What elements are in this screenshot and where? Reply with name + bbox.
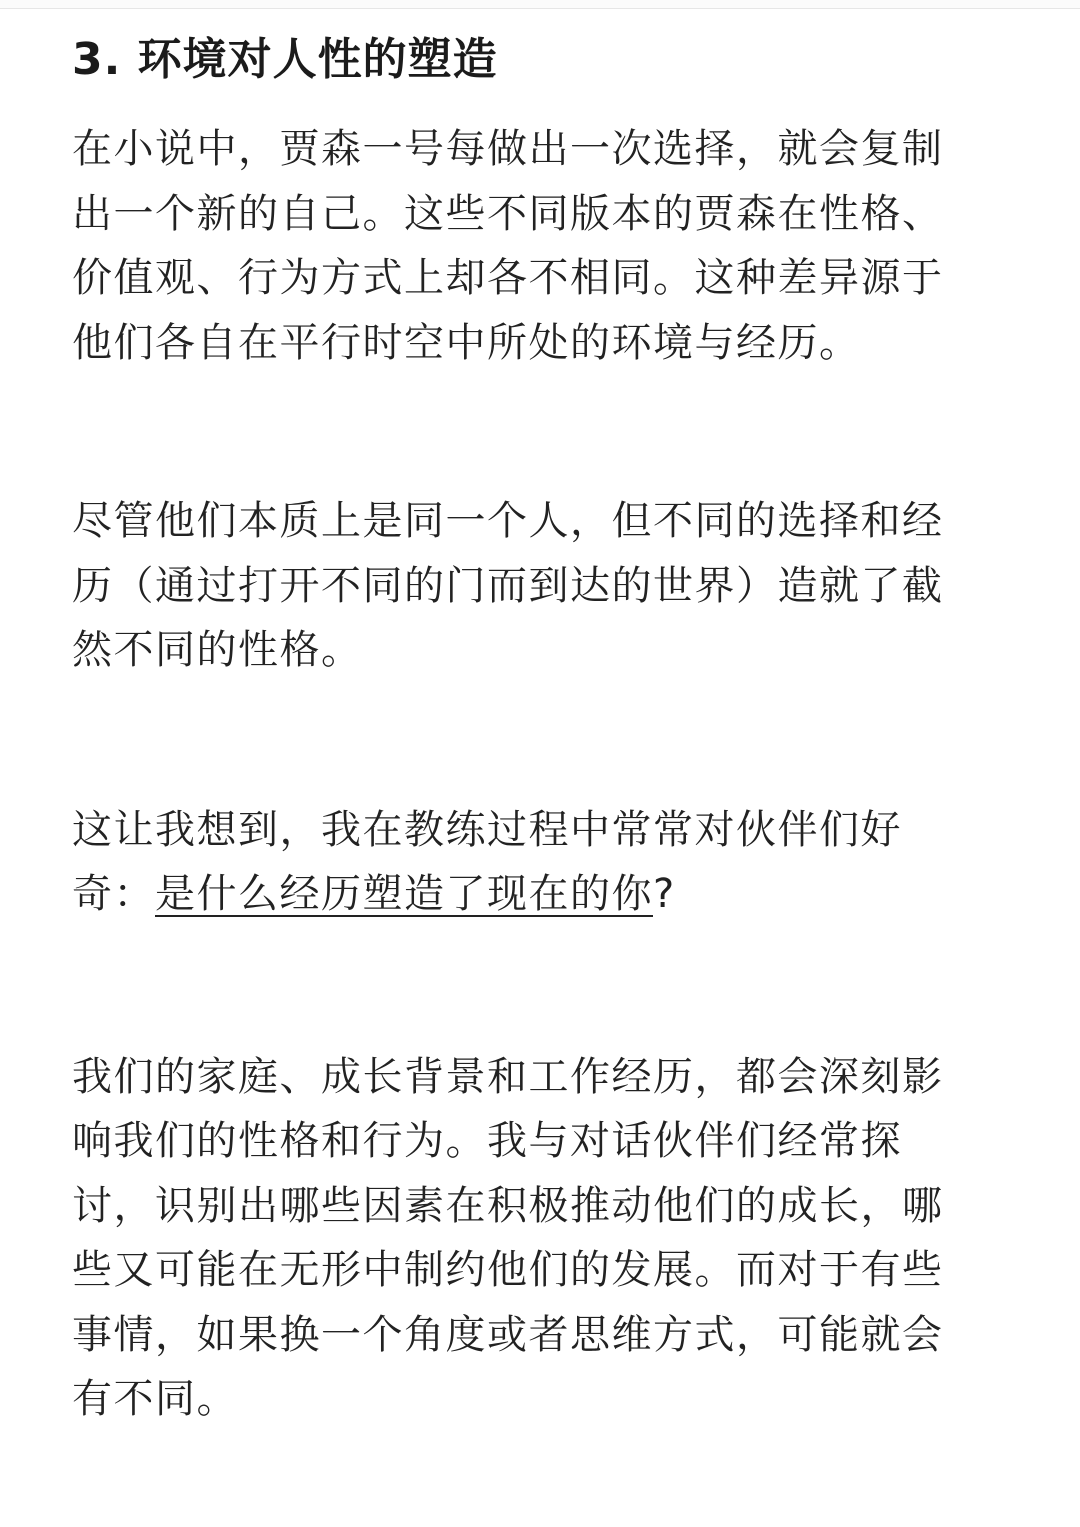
section-heading: 3. 环境对人性的塑造 bbox=[72, 34, 498, 85]
top-divider bbox=[0, 0, 1080, 9]
paragraph-coaching-curiosity bbox=[72, 798, 972, 927]
paragraph-choices-shape-character: 尽管他们本质上是同一个人，但不同的选择和经历（通过打开不同的门而到达的世界）造就了截然不同的性格。 bbox=[72, 498, 944, 673]
highlighted-question: 是什么经历塑造了现在的你 bbox=[155, 871, 653, 917]
article-body bbox=[72, 28, 972, 1432]
question-mark: ? bbox=[653, 871, 676, 917]
paragraph-lead-text: 这让我想到，我在教练过程中常常对伙伴们好奇： bbox=[72, 806, 902, 917]
paragraph-background-influence: 我们的家庭、成长背景和工作经历，都会深刻影响我们的性格和行为。我与对话伙伴们经常探讨，识别出哪些因素在积极推动他们的成长，哪些又可能在无形中制约他们的发展。而对于有些事情，如果换一个角度或者思维方式，可能就会有不同。 bbox=[72, 1053, 944, 1422]
paragraph-parallel-selves: 在小说中，贾森一号每做出一次选择，就会复制出一个新的自己。这些不同版本的贾森在性格、价值观、行为方式上却各不相同。这种差异源于他们各自在平行时空中所处的环境与经历。 bbox=[72, 126, 944, 366]
